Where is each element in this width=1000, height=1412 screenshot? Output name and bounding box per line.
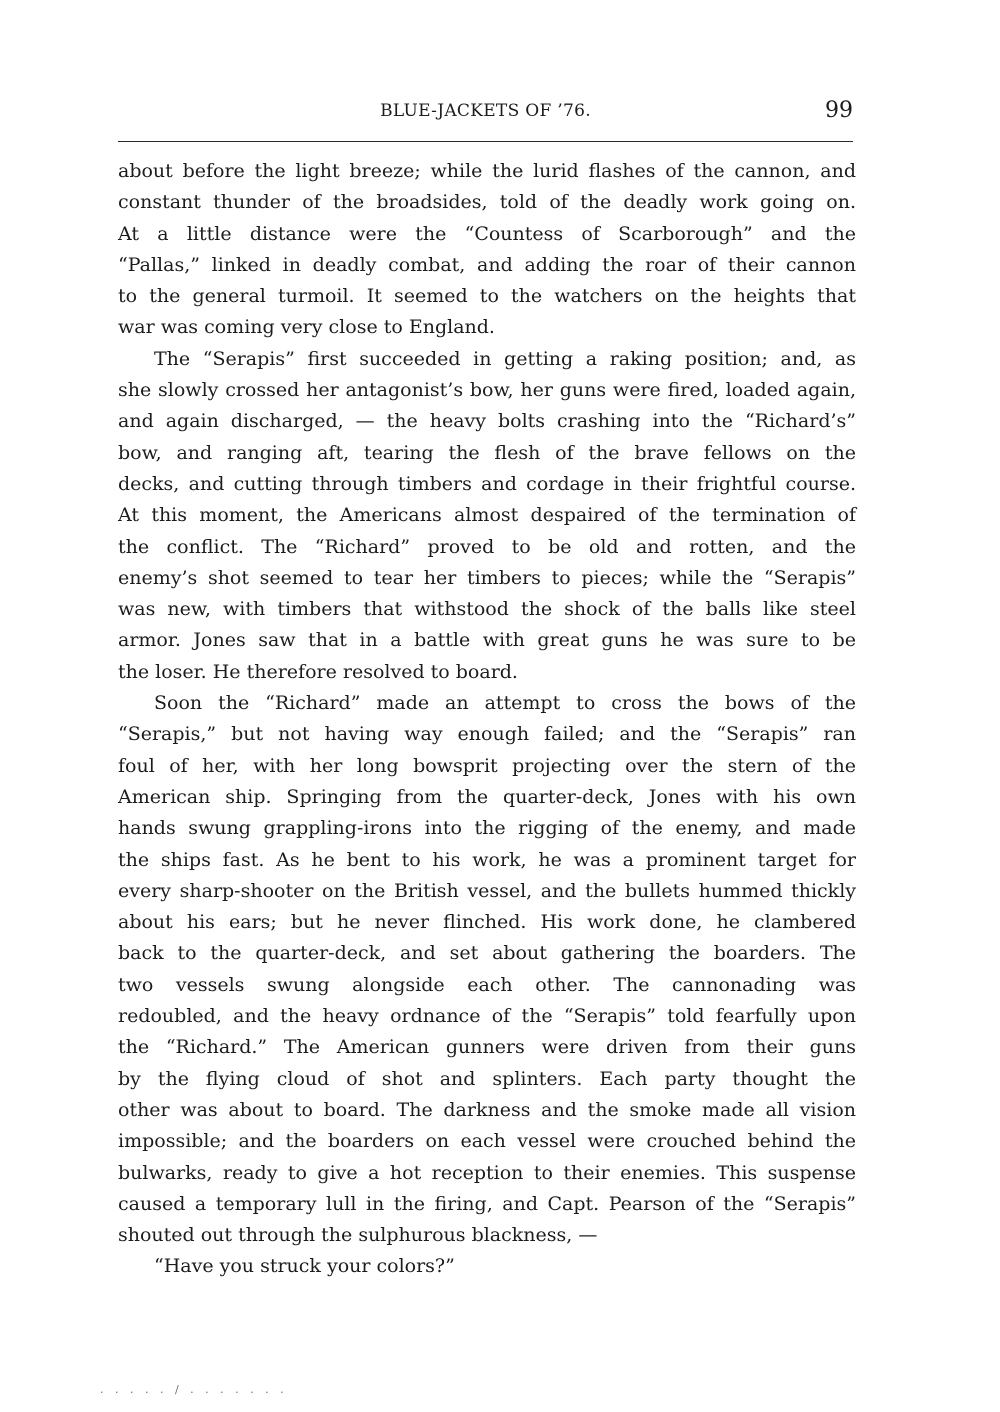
text-line: American ship. Springing from the quarter-deck, Jones with his own (118, 785, 856, 808)
header-rule (118, 141, 853, 142)
running-title: BLUE-JACKETS OF ’76. (380, 101, 591, 121)
text-line: and again discharged, — the heavy bolts crashing into the “Richard’s” (118, 410, 856, 433)
text-line: to the general turmoil. It seemed to the watchers on the heights that (118, 285, 856, 308)
text-line: impossible; and the boarders on each vessel were crouched behind the (118, 1130, 856, 1153)
text-line: the loser. He therefore resolved to board. (118, 660, 518, 683)
text-line: shouted out through the sulphurous blackness, — (118, 1224, 598, 1247)
text-line: war was coming very close to England. (118, 316, 495, 339)
text-line: constant thunder of the broadsides, told of the deadly work going on. (118, 191, 856, 214)
text-line: bow, and ranging aft, tearing the flesh of the brave fellows on the (118, 441, 856, 464)
text-line: other was about to board. The darkness and the smoke made all vision (118, 1098, 856, 1121)
text-line: the ships fast. As he bent to his work, he was a prominent target for (118, 848, 856, 871)
scan-speckle-marks: . . . . . / . . . . . . . (100, 1383, 288, 1396)
text-line: bulwarks, ready to give a hot reception to their enemies. This suspense (118, 1161, 856, 1184)
text-line: she slowly crossed her antagonist’s bow, her guns were fired, loaded again, (118, 379, 856, 402)
text-line: two vessels swung alongside each other. The cannonading was (118, 973, 856, 996)
text-line: “Pallas,” linked in deadly combat, and adding the roar of their cannon (118, 253, 856, 276)
text-line: the “Richard.” The American gunners were driven from their guns (118, 1036, 856, 1059)
text-line: “Have you struck your colors?” (154, 1255, 455, 1278)
text-line: foul of her, with her long bowsprit projecting over the stern of the (118, 754, 856, 777)
text-line: every sharp-shooter on the British vessel, and the bullets hummed thickly (118, 879, 856, 902)
text-line: hands swung grappling-irons into the rigging of the enemy, and made (118, 817, 856, 840)
text-line: about his ears; but he never flinched. His work done, he clambered (118, 911, 856, 934)
text-line: armor. Jones saw that in a battle with great guns he was sure to be (118, 629, 856, 652)
text-line: At this moment, the Americans almost despaired of the termination of (118, 504, 856, 527)
text-line: was new, with timbers that withstood the shock of the balls like steel (118, 598, 856, 621)
text-line: back to the quarter-deck, and set about gathering the boarders. The (118, 942, 856, 965)
text-line: redoubled, and the heavy ordnance of the “Serapis” told fearfully upon (118, 1005, 856, 1028)
page-number: 99 (825, 98, 853, 123)
text-line: by the flying cloud of shot and splinters. Each party thought the (118, 1067, 856, 1090)
text-line: enemy’s shot seemed to tear her timbers to pieces; while the “Serapis” (118, 566, 856, 589)
body-text (118, 156, 856, 1283)
text-line: the conflict. The “Richard” proved to be old and rotten, and the (118, 535, 856, 558)
text-line: The “Serapis” first succeeded in getting a raking position; and, as (154, 347, 856, 370)
text-line: “Serapis,” but not having way enough failed; and the “Serapis” ran (118, 723, 856, 746)
text-line: At a little distance were the “Countess of Scarborough” and the (118, 222, 856, 245)
text-line: about before the light breeze; while the lurid flashes of the cannon, and (118, 160, 856, 182)
text-line: Soon the “Richard” made an attempt to cross the bows of the (154, 692, 856, 715)
text-line: decks, and cutting through timbers and cordage in their frightful course. (118, 472, 856, 495)
text-line: caused a temporary lull in the firing, and Capt. Pearson of the “Serapis” (118, 1192, 856, 1215)
running-head (118, 96, 853, 126)
